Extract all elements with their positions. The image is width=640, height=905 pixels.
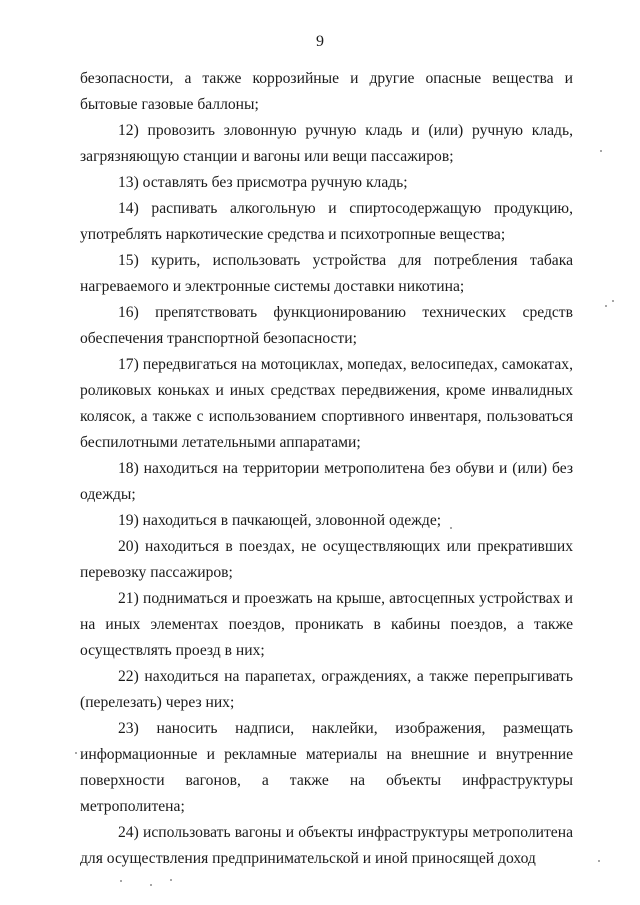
paragraph-item-13: 13) оставлять без присмотра ручную кладь; <box>118 174 408 191</box>
paragraph-item-23: 23) наносить надписи, наклейки, изображения, размещать информационные и рекламные материалы на внешние и внутренние поверхности вагонов, а также на объекты инфраструктуры метрополитена; <box>80 720 573 815</box>
scan-speck <box>170 879 172 881</box>
scan-speck <box>450 527 452 529</box>
scan-speck <box>605 305 607 307</box>
paragraph-item-14: 14) распивать алкогольную и спиртосодержащую продукцию, употреблять наркотические средства и психотропные вещества; <box>80 200 573 243</box>
paragraph-item-12: 12) провозить зловонную ручную кладь и (или) ручную кладь, загрязняющую станции и вагоны или вещи пассажиров; <box>80 122 573 165</box>
scan-speck <box>75 752 77 754</box>
paragraph-item-16: 16) препятствовать функционированию технических средств обеспечения транспортной безопасности; <box>80 304 573 347</box>
paragraph-item-22: 22) находиться на парапетах, ограждениях, а также перепрыгивать (перелезать) через них; <box>80 668 573 711</box>
paragraph-item-15: 15) курить, использовать устройства для потребления табака нагреваемого и электронные системы доставки никотина; <box>80 252 573 295</box>
scan-speck <box>150 884 152 886</box>
paragraph-item-17: 17) передвигаться на мотоциклах, мопедах, велосипедах, самокатах, роликовых коньках и иных средствах передвижения, кроме инвалидных колясок, а также с использованием спортивного инвентаря, пользоваться беспилотными летательными аппаратами; <box>80 356 573 451</box>
paragraph-item-20: 20) находиться в поездах, не осуществляющих или прекративших перевозку пассажиров; <box>80 538 573 581</box>
paragraph-item-18: 18) находиться на территории метрополитена без обуви и (или) без одежды; <box>80 460 573 503</box>
scan-speck <box>600 150 602 152</box>
scan-speck <box>120 880 122 882</box>
paragraph-item-24: 24) использовать вагоны и объекты инфраструктуры метрополитена для осуществления предпринимательской и иной приносящей доход <box>80 824 573 867</box>
paragraph-item-21: 21) подниматься и проезжать на крыше, автосцепных устройствах и на иных элементах поездов, проникать в кабины поездов, а также осуществлять проезд в них; <box>80 590 573 659</box>
scan-speck <box>612 300 614 302</box>
paragraph-item-19: 19) находиться в пачкающей, зловонной одежде; <box>118 512 442 529</box>
scan-speck <box>598 860 600 862</box>
paragraph-continuation: безопасности, а также коррозийные и другие опасные вещества и бытовые газовые баллоны; <box>80 70 573 113</box>
document-body <box>80 66 573 872</box>
page-number: 9 <box>316 33 324 50</box>
